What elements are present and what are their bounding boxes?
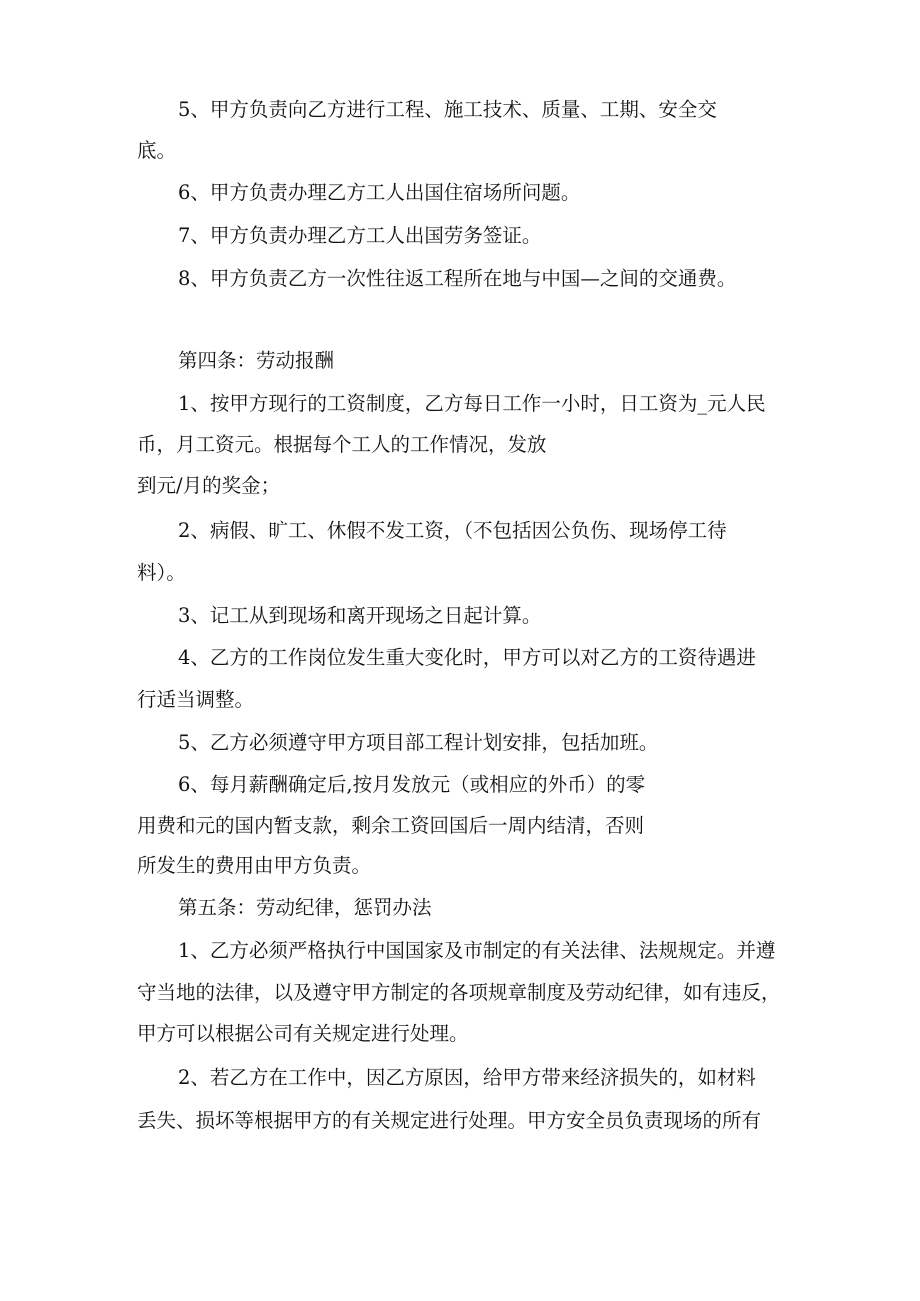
clause-4-heading: 第四条：劳动报酬 [178,349,335,372]
clause-5-item-1-line-3: 甲方可以根据公司有关规定进行处理。 [137,1022,469,1045]
clause-3-item-5-line-1: 5、甲方负责向乙方进行工程、施工技术、质量、工期、安全交 [178,98,717,121]
clause-3-item-8: 8、甲方负责乙方一次性往返工程所在地与中国—之间的交通费。 [178,267,737,290]
clause-4-item-4-line-1: 4、乙方的工作岗位发生重大变化时，甲方可以对乙方的工资待遇进 [178,646,756,669]
clause-4-item-1-line-3: 到元/月的奖金； [137,474,281,497]
clause-5-heading: 第五条：劳动纪律，惩罚办法 [178,896,432,919]
clause-4-item-1-line-2: 币，月工资元。根据每个工人的工作情况，发放 [137,433,547,456]
clause-4-item-6-line-2: 用费和元的国内暂支款，剩余工资回国后一周内结清，否则 [137,814,645,837]
clause-5-item-2-line-2: 丢失、损坏等根据甲方的有关规定进行处理。甲方安全员负责现场的所有 [137,1109,762,1132]
clause-4-item-2-line-1: 2、病假、旷工、休假不发工资，（不包括因公负伤、现场停工待 [178,519,727,542]
clause-4-item-2-line-2: 料）。 [137,561,186,584]
clause-3-item-5-line-2: 底。 [137,139,177,162]
clause-3-item-6: 6、甲方负责办理乙方工人出国住宿场所问题。 [178,181,581,204]
clause-4-item-3: 3、记工从到现场和离开现场之日起计算。 [178,604,542,627]
clause-3-item-7: 7、甲方负责办理乙方工人出国劳务签证。 [178,224,542,247]
clause-4-item-6-line-3: 所发生的费用由甲方负责。 [137,854,372,877]
clause-4-item-6-line-1: 6、每月薪酬确定后,按月发放元（或相应的外币）的零 [178,773,646,796]
clause-4-item-5: 5、乙方必须遵守甲方项目部工程计划安排，包括加班。 [178,731,659,754]
clause-4-item-4-line-2: 行适当调整。 [137,688,255,711]
clause-5-item-1-line-1: 1、乙方必须严格执行中国国家及市制定的有关法律、法规规定。并遵 [178,939,776,962]
clause-4-item-1-line-1: 1、按甲方现行的工资制度，乙方每日工作一小时，日工资为_元人民 [178,392,766,415]
clause-5-item-1-line-2: 守当地的法律，以及遵守甲方制定的各项规章制度及劳动纪律，如有违反， [137,981,781,1004]
clause-5-item-2-line-1: 2、若乙方在工作中，因乙方原因，给甲方带来经济损失的，如材料 [178,1066,756,1089]
